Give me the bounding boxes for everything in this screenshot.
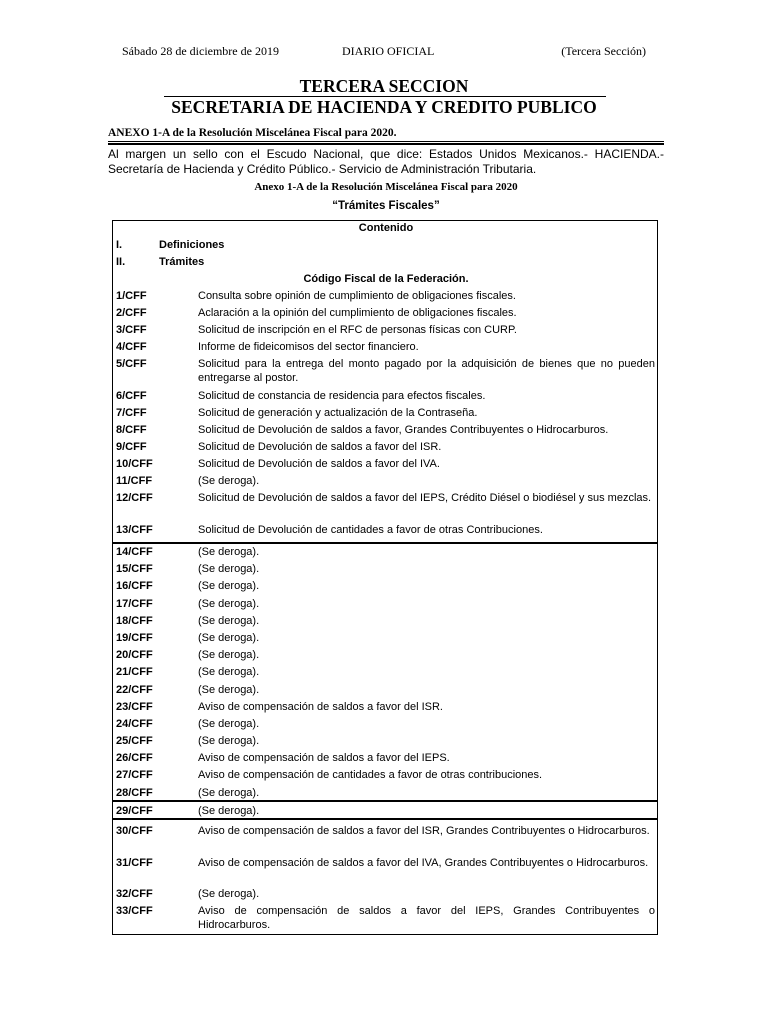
- header-section: (Tercera Sección): [561, 44, 646, 58]
- procedure-row: [116, 803, 656, 821]
- procedure-code: 7/CFF: [116, 407, 147, 419]
- procedure-row: [116, 904, 656, 934]
- procedure-description: Informe de fideicomisos del sector financiero.: [198, 341, 419, 353]
- procedure-code: 16/CFF: [116, 580, 153, 593]
- annex-subtitle: “Trámites Fiscales”: [332, 200, 440, 212]
- procedure-description: (Se deroga).: [198, 717, 260, 730]
- procedure-description: (Se deroga).: [198, 580, 260, 593]
- section-title: TERCERA SECCION: [299, 76, 469, 96]
- procedure-code: 18/CFF: [116, 614, 153, 627]
- procedure-row: [116, 457, 656, 474]
- procedure-description: Aviso de compensación de saldos a favor del ISR.: [198, 700, 443, 713]
- header-date: Sábado 28 de diciembre de 2019: [122, 44, 279, 58]
- procedure-row: [116, 357, 656, 389]
- procedure-description: Aviso de compensación de cantidades a favor de otras contribuciones.: [198, 769, 543, 782]
- toc-item: [116, 255, 656, 272]
- procedure-code: 29/CFF: [116, 804, 153, 817]
- procedure-row: [116, 887, 656, 904]
- procedure-description: Aclaración a la opinión del cumplimiento de obligaciones fiscales.: [198, 307, 517, 319]
- procedure-row: [116, 786, 656, 803]
- procedure-code: 33/CFF: [116, 904, 153, 917]
- procedure-code: 4/CFF: [116, 341, 147, 353]
- procedure-row: [116, 545, 656, 562]
- procedure-description: Solicitud de Devolución de saldos a favor del ISR.: [198, 441, 442, 453]
- procedure-description: Solicitud de constancia de residencia para efectos fiscales.: [198, 390, 486, 402]
- procedure-row: [116, 614, 656, 631]
- procedure-row: [116, 474, 656, 491]
- procedure-row: [116, 648, 656, 665]
- procedure-code: 28/CFF: [116, 786, 153, 799]
- procedure-code: 11/CFF: [116, 475, 153, 487]
- double-divider: [108, 141, 664, 145]
- procedure-row: [116, 700, 656, 717]
- procedure-description: (Se deroga).: [198, 546, 260, 558]
- ministry-title: SECRETARIA DE HACIENDA Y CREDITO PUBLICO: [171, 97, 597, 117]
- procedure-description: Solicitud de Devolución de saldos a favor del IEPS, Crédito Diésel o biodiésel y sus mezclas.: [198, 492, 652, 504]
- procedure-row: [116, 856, 656, 887]
- procedure-description: Solicitud para la entrega del monto pagado por la adquisición de bienes que no pueden entregarse al postor.: [198, 358, 655, 384]
- procedure-code: 20/CFF: [116, 649, 153, 662]
- procedure-code: 31/CFF: [116, 856, 153, 869]
- procedure-code: 9/CFF: [116, 441, 147, 453]
- procedure-row: [116, 579, 656, 596]
- procedure-row: [116, 289, 656, 306]
- procedure-code: 22/CFF: [116, 683, 153, 696]
- procedure-row: [116, 821, 656, 856]
- procedure-code: 2/CFF: [116, 307, 147, 319]
- procedure-code: 32/CFF: [116, 887, 153, 900]
- procedure-description: Solicitud de generación y actualización de la Contraseña.: [198, 407, 478, 419]
- procedure-row: [116, 423, 656, 440]
- procedure-row: [116, 751, 656, 768]
- procedure-code: 19/CFF: [116, 631, 153, 644]
- procedure-code: 15/CFF: [116, 563, 153, 576]
- procedure-description: (Se deroga).: [198, 563, 260, 576]
- procedure-row: [116, 406, 656, 423]
- contents-table: [116, 221, 656, 934]
- procedure-row: [116, 306, 656, 323]
- procedure-description: (Se deroga).: [198, 804, 260, 817]
- procedure-description: (Se deroga).: [198, 683, 260, 696]
- margin-note: Al margen un sello con el Escudo Nacional, que dice: Estados Unidos Mexicanos.- HACIENDA.- Secretaría de Hacienda y Crédito Público.- Servicio de Administración Tributaria.: [108, 147, 664, 176]
- procedure-row: [116, 597, 656, 614]
- procedure-row: [116, 491, 656, 523]
- procedure-description: (Se deroga).: [198, 666, 260, 679]
- procedure-description: Consulta sobre opinión de cumplimiento de obligaciones fiscales.: [198, 290, 516, 302]
- procedure-code: 24/CFF: [116, 717, 153, 730]
- procedure-description: (Se deroga).: [198, 649, 260, 662]
- annex-title: Anexo 1-A de la Resolución Miscelánea Fiscal para 2020: [254, 181, 518, 193]
- procedure-row: [116, 562, 656, 579]
- procedure-code: 14/CFF: [116, 546, 153, 558]
- toc-item: [116, 238, 656, 255]
- procedure-row: [116, 440, 656, 457]
- procedure-row: [116, 717, 656, 734]
- procedure-row: [116, 389, 656, 406]
- procedure-code: 8/CFF: [116, 424, 147, 436]
- procedure-description: Aviso de compensación de saldos a favor del ISR, Grandes Contribuyentes o Hidrocarburos.: [198, 824, 650, 837]
- procedure-code: 30/CFF: [116, 824, 153, 837]
- procedure-description: Solicitud de Devolución de saldos a favor, Grandes Contribuyentes o Hidrocarburos.: [198, 424, 609, 436]
- procedure-description: (Se deroga).: [198, 597, 260, 610]
- procedure-code: 12/CFF: [116, 492, 153, 504]
- code-heading: Código Fiscal de la Federación.: [303, 273, 469, 285]
- procedure-description: Solicitud de Devolución de saldos a favor del IVA.: [198, 458, 440, 470]
- procedure-code: 26/CFF: [116, 752, 153, 765]
- procedure-row: [116, 734, 656, 751]
- contents-heading: Contenido: [358, 222, 414, 234]
- procedure-description: (Se deroga).: [198, 887, 260, 900]
- procedure-description: (Se deroga).: [198, 631, 260, 644]
- procedure-row: [116, 683, 656, 700]
- procedure-description: (Se deroga).: [198, 475, 260, 487]
- procedure-description: Aviso de compensación de saldos a favor del IEPS.: [198, 752, 450, 765]
- toc-number: I.: [116, 239, 123, 251]
- annex-heading: ANEXO 1-A de la Resolución Miscelánea Fiscal para 2020.: [108, 127, 397, 139]
- procedure-code: 1/CFF: [116, 290, 147, 302]
- procedure-description: Aviso de compensación de saldos a favor del IVA, Grandes Contribuyentes o Hidrocarburos.: [198, 856, 649, 869]
- procedure-row: [116, 323, 656, 340]
- procedure-row: [116, 768, 656, 785]
- procedure-row: [116, 631, 656, 648]
- procedure-description: Solicitud de Devolución de cantidades a favor de otras Contribuciones.: [198, 524, 543, 536]
- toc-label: Definiciones: [159, 239, 225, 251]
- running-header: [108, 44, 660, 60]
- procedure-description: (Se deroga).: [198, 614, 260, 627]
- procedure-row: [116, 340, 656, 357]
- procedure-row: [116, 523, 656, 545]
- toc-number: II.: [116, 256, 126, 268]
- procedure-code: 27/CFF: [116, 769, 153, 782]
- procedure-description: Solicitud de inscripción en el RFC de personas físicas con CURP.: [198, 324, 517, 336]
- procedure-code: 23/CFF: [116, 700, 153, 713]
- procedure-code: 25/CFF: [116, 735, 153, 748]
- procedure-description: (Se deroga).: [198, 735, 260, 748]
- procedure-description: Aviso de compensación de saldos a favor del IEPS, Grandes Contribuyentes o Hidrocarburos.: [198, 904, 655, 931]
- header-newspaper: DIARIO OFICIAL: [342, 44, 435, 58]
- procedure-code: 10/CFF: [116, 458, 153, 470]
- procedure-description: (Se deroga).: [198, 786, 260, 799]
- procedure-code: 17/CFF: [116, 597, 153, 610]
- procedure-code: 3/CFF: [116, 324, 147, 336]
- procedure-code: 21/CFF: [116, 666, 153, 679]
- procedure-code: 5/CFF: [116, 358, 147, 370]
- procedure-code: 6/CFF: [116, 390, 147, 402]
- procedure-row: [116, 665, 656, 682]
- procedure-code: 13/CFF: [116, 524, 153, 536]
- toc-label: Trámites: [159, 256, 205, 268]
